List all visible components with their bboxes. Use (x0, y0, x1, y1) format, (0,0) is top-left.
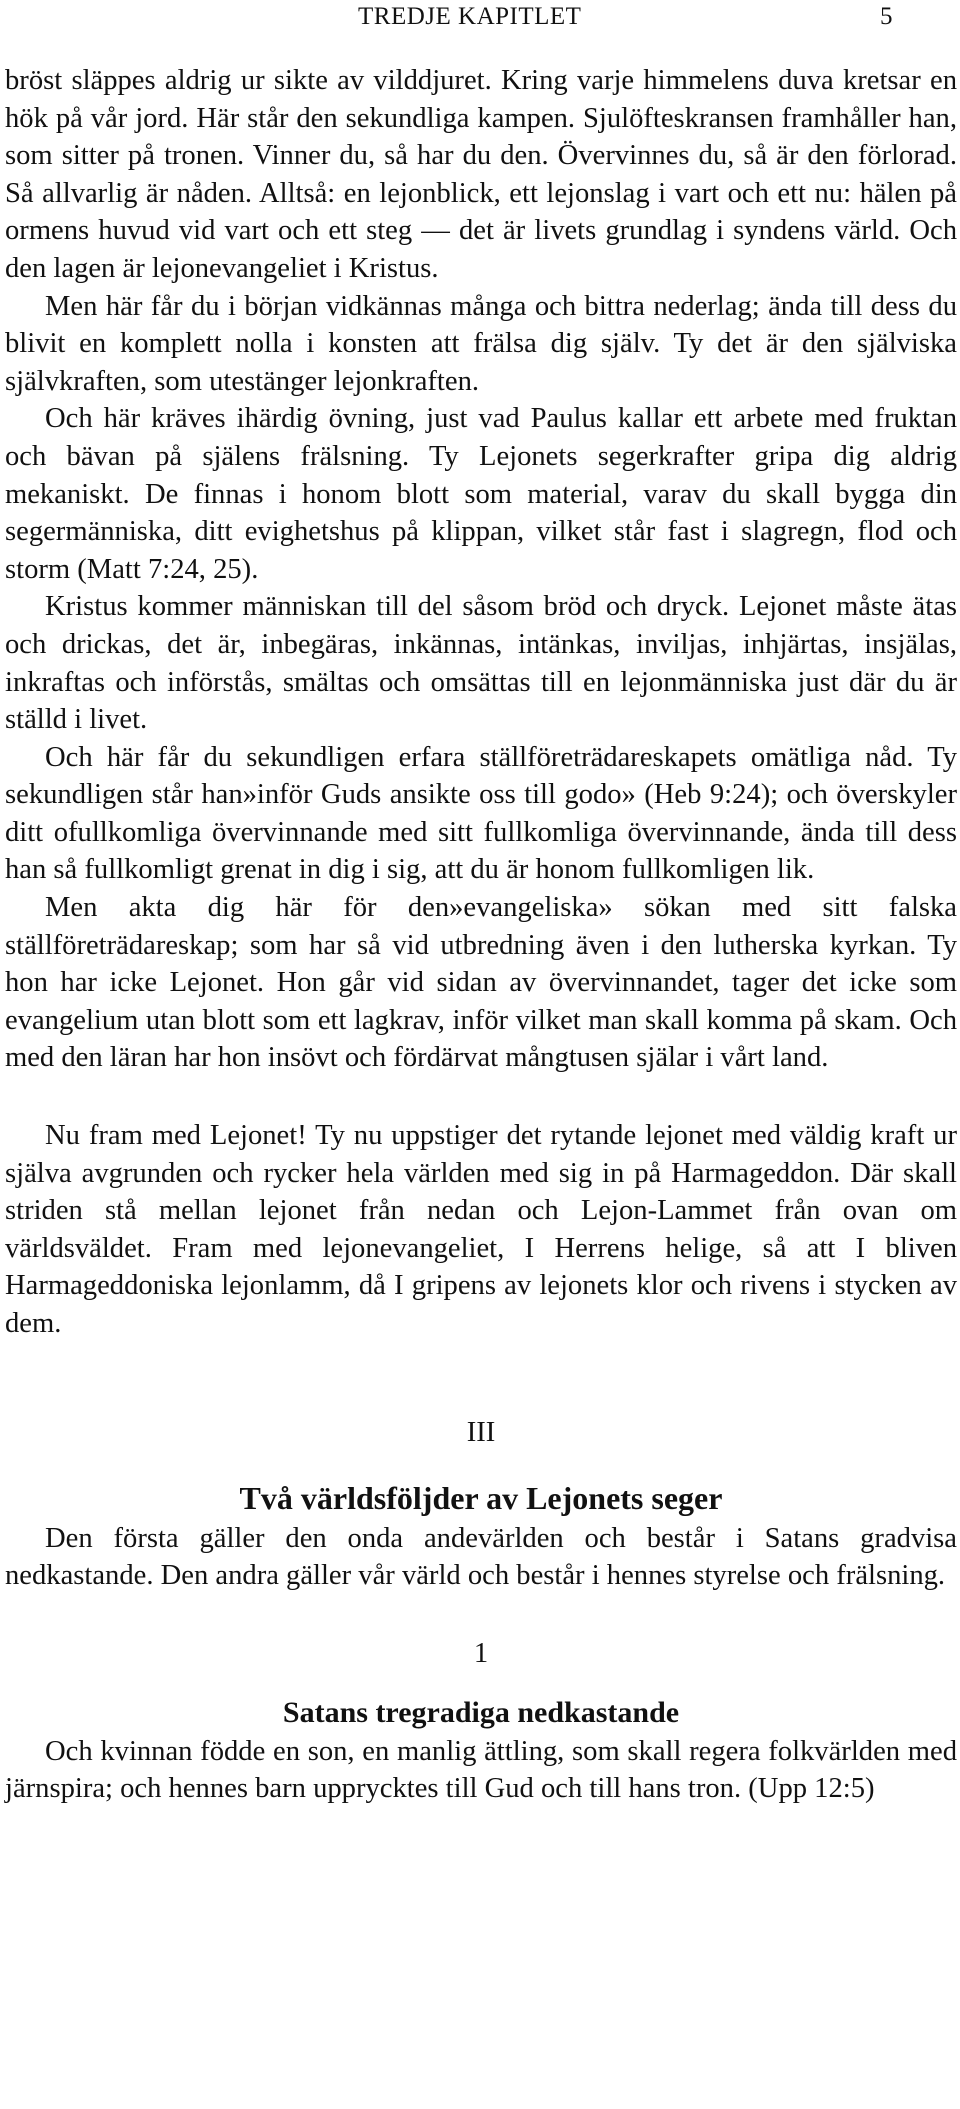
body-text (5, 62, 957, 1808)
paragraph: Men akta dig här för den»evangeliska» sökan med sitt falska ställföreträdareskap; som har så vid utbredning även i den lutherska kyrkan. Ty hon har icke Lejonet. Hon går vid sidan av övervinnandet, tager det icke som evangelium utan blott som ett lagkrav, inför vilket man skall komma på skam. Och med den läran har hon insövt och fördärvat mångtusen själar i vårt land. (5, 892, 957, 1074)
chapter-title: TREDJE KAPITLET (358, 3, 582, 30)
paragraph: Och här får du sekundligen erfara ställföreträdareskapets omätliga nåd. Ty sekundligen står han»inför Guds ansikte oss till godo» (Heb 9:24); och överskyler ditt ofullkomliga övervinnande med sitt fullkomliga övervinnande, ända till dess han så fullkomligt grenat in dig i sig, att du är honom fullkomligen lik. (5, 741, 957, 886)
subsection-number: 1 (473, 1637, 489, 1669)
subsection-heading: Satans tregradiga nedkastande (282, 1695, 680, 1729)
running-head (0, 0, 960, 34)
paragraph: Men här får du i början vidkännas många och bittra nederlag; ända till dess du blivit en komplett nolla i konsten att frälsa dig själv. Ty det är den själviska självkraften, som utestänger lejonkraften. (5, 290, 957, 397)
subsection-text: Och kvinnan födde en son, en manlig ättling, som skall regera folkvärlden med järnspira; och hennes barn upprycktes till Gud och till hans tron. (Upp 12:5) (5, 1735, 957, 1805)
paragraph: bröst släppes aldrig ur sikte av vilddjuret. Kring varje himmelens duva kretsar en hök på vår jord. Här står den sekundliga kampen. Sjulöfteskransen framhåller han, som sitter på tronen. Vinner du, så har du den. Övervinnes du, så är den förlorad. Så allvarlig är nåden. Alltså: en lejonblick, ett lejonslag i vart och ett nu: hälen på ormens huvud vid vart och ett steg — det är livets grundlag i syndens värld. Och den lagen är lejonevangeliet i Kristus. (5, 65, 957, 284)
page-number: 5 (880, 3, 893, 30)
paragraph-nu-fram: Nu fram med Lejonet! Ty nu uppstiger det rytande lejonet med väldig kraft ur själva avgrunden och rycker hela världen med sig in på Harmageddon. Där skall striden stå mellan lejonet från nedan och Lejon-Lammet från ovan om världsväldet. Fram med lejonevangeliet, I Herrens helige, så att I bliven Harmageddoniska lejonlamm, då I gripens av lejonets klor och rivens i stycken av dem. (5, 1120, 957, 1339)
paragraph: Kristus kommer människan till del såsom bröd och dryck. Lejonet måste ätas och drickas, det är, inbegäras, inkännas, intänkas, inviljas, inhjärtas, insjälas, inkraftas och införstås, smältas och omsättas till en lejonmänniska just där du är ställd i livet. (5, 591, 957, 736)
paragraph: Och här kräves ihärdig övning, just vad Paulus kallar ett arbete med fruktan och bävan på själens frälsning. Ty Lejonets segerkrafter gripa dig aldrig mekaniskt. De finnas i honom blott som material, varav du skall bygga din segermänniska, ditt evighetshus på klippan, vilket står fast i slagregn, flod och storm (Matt 7:24, 25). (5, 403, 957, 585)
section-number: III (466, 1416, 496, 1448)
section-heading: Två världsföljder av Lejonets seger (239, 1479, 723, 1516)
section-intro: Den första gäller den onda andevärlden och består i Satans gradvisa nedkastande. Den andra gäller vår värld och består i hennes styrelse och frälsning. (5, 1522, 957, 1592)
